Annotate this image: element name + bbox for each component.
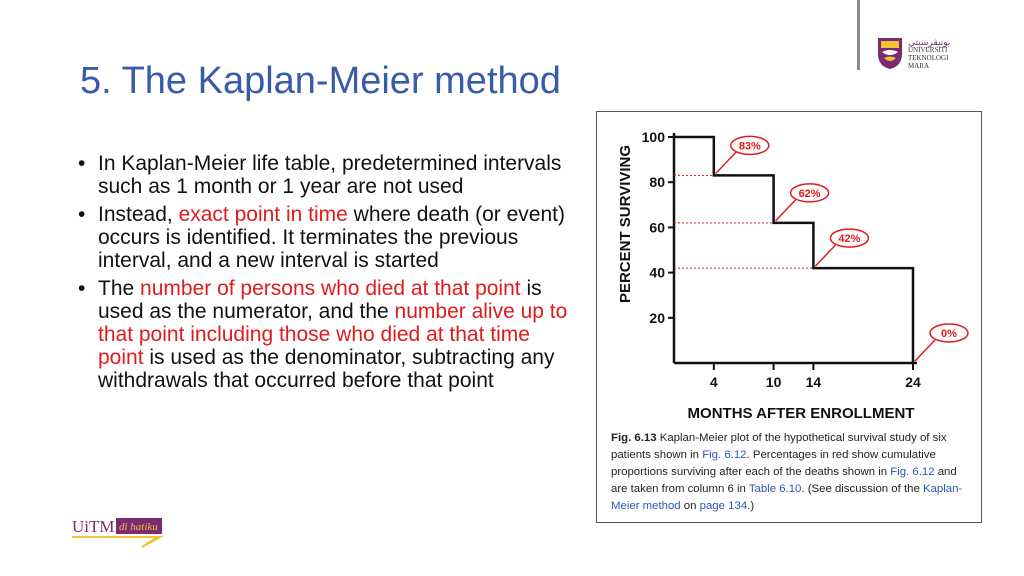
- caption-text: . Percentages in red show cumulative proportions surviving after each of the deaths shown in: [611, 449, 936, 478]
- annotation-leader: [776, 200, 796, 221]
- logo-line-2: TEKNOLOGI: [908, 54, 949, 62]
- bullet-item: [78, 277, 578, 392]
- bullet-text: Instead,: [98, 203, 179, 226]
- annotation-label: 42%: [838, 233, 861, 246]
- bullet-item: [78, 152, 578, 198]
- logo-line-1: UNIVERSITI: [908, 46, 948, 54]
- caption-label: Fig. 6.13: [611, 432, 660, 444]
- x-tick-label: 4: [709, 374, 718, 390]
- crest-icon: [876, 36, 904, 70]
- y-tick-label: 20: [649, 309, 665, 326]
- y-tick-label: 40: [649, 264, 665, 281]
- x-tick-label: 10: [765, 374, 782, 390]
- annotation-label: 62%: [798, 187, 821, 200]
- caption-text: . (See discussion of the: [801, 483, 923, 495]
- caption-link[interactable]: Fig. 6.12: [890, 466, 935, 478]
- x-axis-label: MONTHS AFTER ENROLLMENT: [687, 405, 915, 422]
- bullet-list: [78, 152, 578, 397]
- uitm-di-hatiku-logo: [72, 515, 172, 549]
- uitm-logo: [876, 34, 971, 74]
- y-axis-label: PERCENT SURVIVING: [617, 144, 634, 304]
- highlight-text: exact point in time: [178, 203, 348, 226]
- y-tick-label: 80: [649, 174, 665, 191]
- annotation-leader: [915, 340, 935, 361]
- bullet-text: is used as the denominator, subtracting any withdrawals that occurred before that point: [98, 346, 555, 392]
- caption-link[interactable]: page 134: [699, 500, 748, 512]
- annotation-leader: [815, 245, 835, 266]
- figure-caption: [611, 430, 971, 515]
- logo-line-3: MARA: [908, 62, 930, 70]
- kaplan-meier-figure: [596, 111, 982, 523]
- annotation-leader: [716, 152, 736, 173]
- uitm-brand-text: UiTM: [72, 517, 115, 536]
- bullet-text: In Kaplan-Meier life table, predetermined intervals such as 1 month or 1 year are not used: [98, 152, 562, 198]
- divider-line: [857, 0, 860, 70]
- annotation-label: 83%: [738, 140, 761, 153]
- bullet-text: where death (or event) occurs is identified. It terminates the previous interval, and a new interval is started: [98, 203, 565, 272]
- x-tick-label: 14: [805, 374, 822, 390]
- highlight-text: number alive up to that point including those who died at that time point: [98, 300, 568, 369]
- caption-link[interactable]: Kaplan-Meier method: [611, 483, 963, 512]
- x-tick-label: 24: [905, 374, 921, 390]
- annotation-label: 0%: [941, 328, 957, 340]
- uitm-tag-text: di hatiku: [119, 521, 158, 533]
- caption-link[interactable]: Fig. 6.12: [702, 449, 747, 461]
- bullet-text: The: [98, 277, 141, 300]
- bullet-text: is used as the numerator, and the: [98, 277, 542, 323]
- survival-step-line: [674, 137, 913, 363]
- highlight-text: number of persons who died at that point: [140, 277, 521, 300]
- caption-text: and are taken from column 6 in: [611, 466, 957, 495]
- caption-text: .): [747, 500, 755, 512]
- y-tick-label: 100: [641, 129, 665, 145]
- kaplan-meier-chart: [597, 112, 981, 430]
- caption-text: on: [680, 500, 700, 512]
- y-tick-label: 60: [649, 219, 665, 236]
- bullet-item: [78, 203, 578, 272]
- caption-text: Kaplan-Meier plot of the hypothetical survival study of six patients shown in: [611, 432, 947, 461]
- caption-link[interactable]: Table 6.10: [748, 483, 802, 495]
- jawi-script: ﻳﻮﻧﻴﭭﺮﺳﻴﺘﻲ: [908, 37, 951, 47]
- slide-title: 5. The Kaplan-Meier method: [80, 60, 561, 102]
